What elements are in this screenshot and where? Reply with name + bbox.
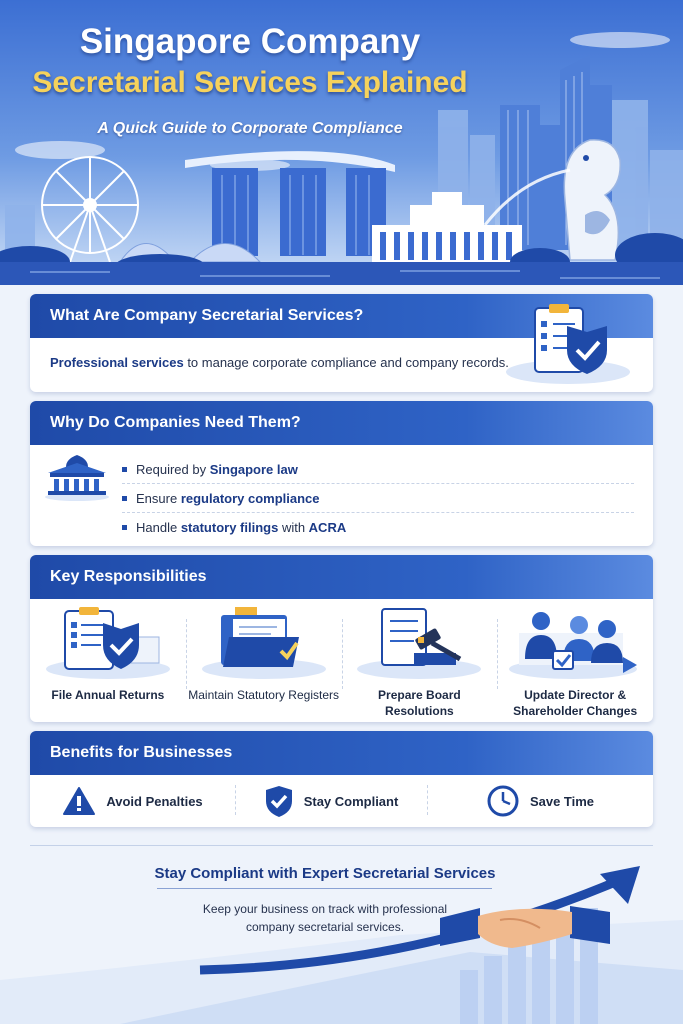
benefit-label-1: Avoid Penalties — [106, 793, 203, 809]
footer-description — [150, 900, 500, 936]
clipboard-shield-icon — [43, 603, 173, 683]
what-text-rest: to manage corporate compliance and company records. — [183, 355, 509, 370]
why-heading: Why Do Companies Need Them? — [30, 401, 653, 445]
benefit-save-time — [427, 775, 653, 827]
responsibility-file-annual-returns — [30, 599, 186, 722]
footer-text-line1: Keep your business on track with professional — [202, 902, 448, 916]
checklist-shield-icon — [503, 302, 633, 386]
responsibility-label-2: Maintain Statutory Registers — [188, 688, 339, 702]
responsibility-update-directors — [497, 599, 653, 722]
why-need-card — [30, 401, 653, 546]
what-are-services-card — [30, 294, 653, 392]
shield-check-icon — [264, 784, 294, 818]
hero-banner — [0, 0, 683, 285]
document-gavel-icon — [354, 603, 484, 683]
folder-register-icon — [199, 603, 329, 683]
section-divider — [30, 845, 653, 846]
hero-subtitle: A Quick Guide to Corporate Compliance — [97, 120, 403, 137]
benefit-label-2: Stay Compliant — [303, 793, 399, 809]
benefits-card — [30, 731, 653, 827]
people-update-icon — [505, 603, 645, 683]
what-description — [50, 355, 509, 370]
hero-title-line2: Secretarial Services Explained — [32, 66, 468, 99]
responsibilities-heading: Key Responsibilities — [30, 555, 653, 599]
responsibility-board-resolutions — [342, 599, 498, 722]
responsibility-label-4b: Shareholder Changes — [513, 704, 638, 718]
benefits-heading: Benefits for Businesses — [30, 731, 653, 775]
responsibility-label-3b: Resolutions — [385, 704, 454, 718]
responsibility-maintain-registers — [186, 599, 342, 722]
why-list — [122, 455, 634, 542]
why-item-2: Ensure regulatory compliance — [122, 484, 634, 513]
why-item-1: Required by Singapore law — [122, 455, 634, 484]
benefit-stay-compliant — [235, 775, 427, 827]
key-responsibilities-card — [30, 555, 653, 722]
handshake-growth-icon — [0, 860, 683, 1024]
benefit-label-3: Save Time — [529, 793, 595, 809]
warning-icon — [62, 786, 96, 816]
hero-title-line1: Singapore Company — [79, 22, 421, 61]
responsibility-label-1: File Annual Returns — [51, 688, 165, 702]
footer-text-line2: company secretarial services. — [245, 920, 405, 934]
responsibility-label-3a: Prepare Board — [378, 688, 461, 702]
responsibility-label-4a: Update Director & — [524, 688, 627, 702]
benefit-avoid-penalties — [30, 775, 235, 827]
footer-title: Stay Compliant with Expert Secretarial Services — [154, 865, 496, 882]
what-text-bold: Professional services — [50, 355, 184, 370]
why-item-3: Handle statutory filings with ACRA — [122, 513, 634, 542]
government-building-icon — [44, 451, 110, 501]
what-heading: What Are Company Secretarial Services? — [30, 294, 653, 338]
footer-underline — [157, 888, 492, 889]
clock-icon — [486, 784, 520, 818]
